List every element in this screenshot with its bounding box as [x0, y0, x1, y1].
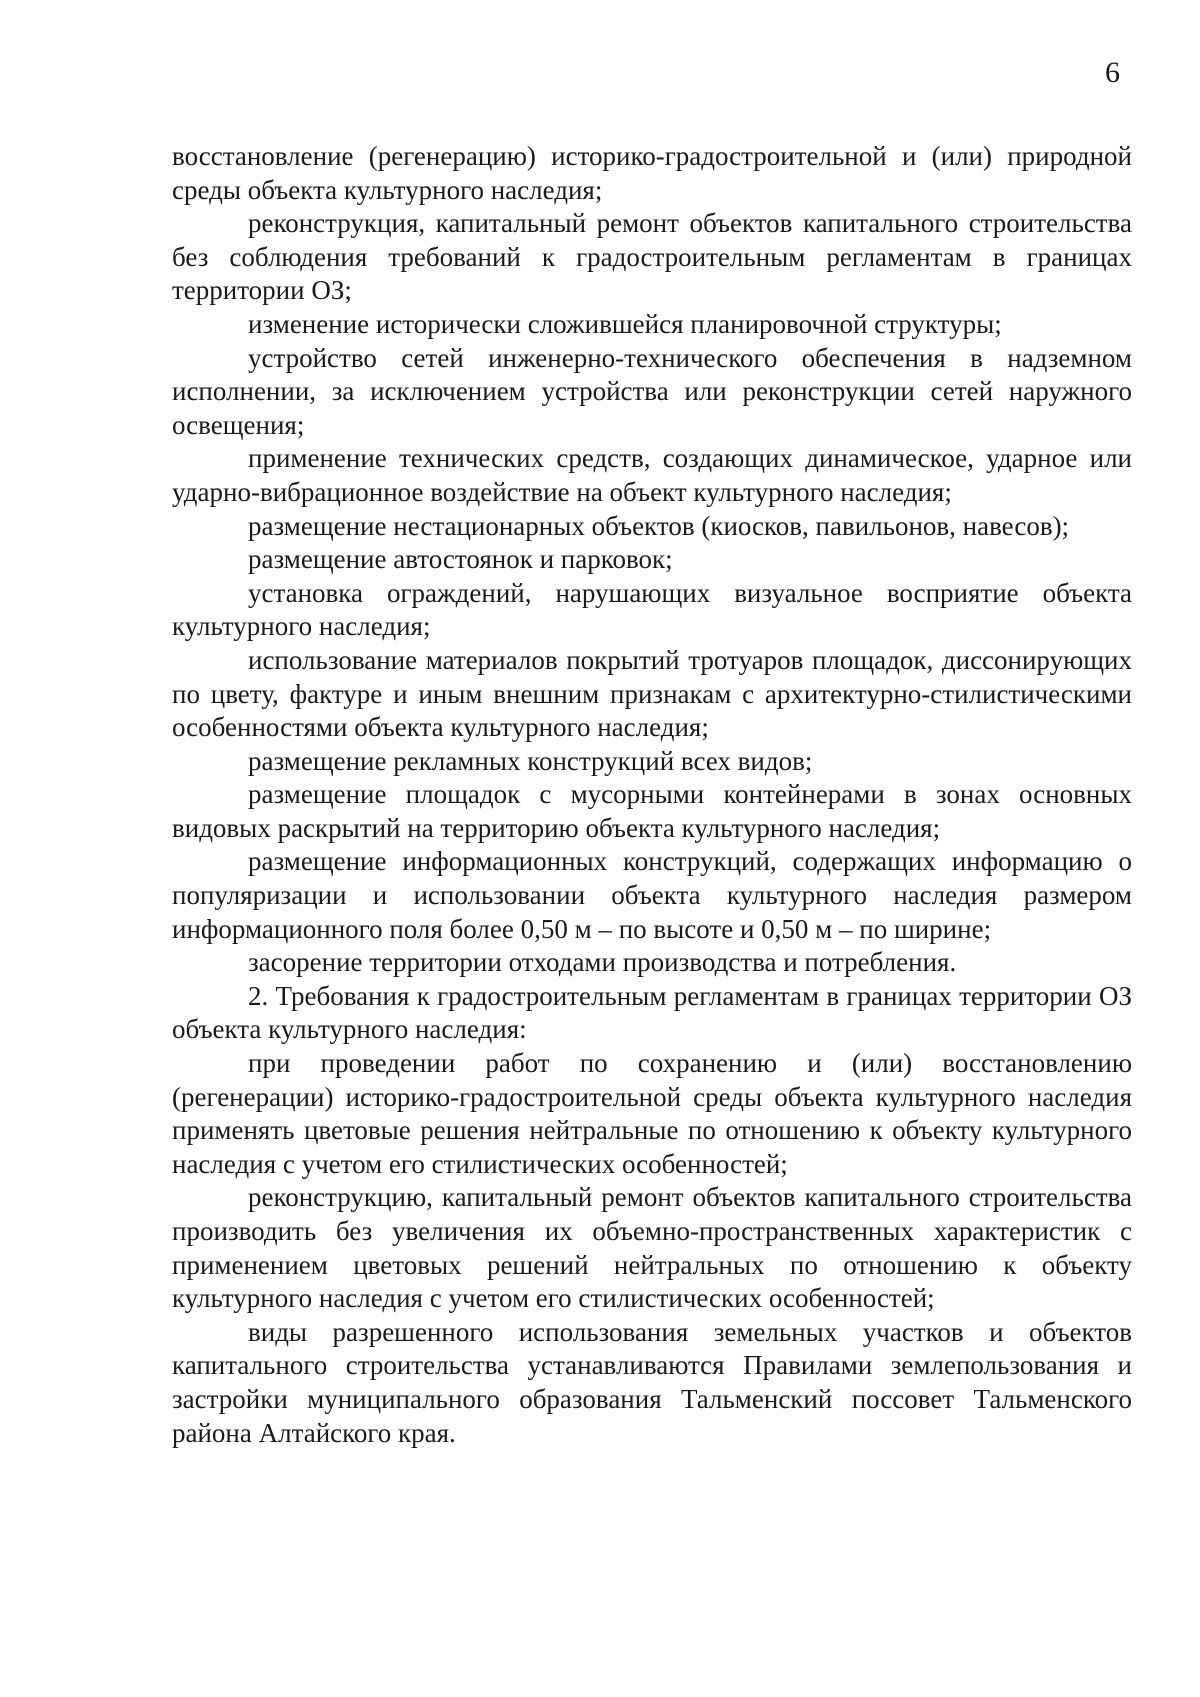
paragraph: размещение нестационарных объектов (киосков, павильонов, навесов);	[248, 510, 1070, 541]
paragraph: применение технических средств, создающих динамическое, ударное или ударно-вибрационное воздействие на объект культурного наследия;	[172, 443, 1132, 507]
document-body	[172, 140, 1132, 1450]
paragraph: реконструкцию, капитальный ремонт объектов капитального строительства производить без увеличения их объемно-пространственных характеристик с применением цветовых решений нейтральных по отношению к объекту культурного наследия с учетом его стилистических особенностей;	[172, 1182, 1132, 1314]
paragraph: использование материалов покрытий тротуаров площадок, диссонирующих по цвету, фактуре и иным внешним признакам с архитектурно-стилистическими особенностями объекта культурного наследия;	[172, 644, 1132, 743]
paragraph: засорение территории отходами производства и потребления.	[248, 947, 957, 978]
paragraph: виды разрешенного использования земельных участков и объектов капитального строительства устанавливаются Правилами землепользования и застройки муниципального образования Тальменский поссовет Тальменского района Алтайского края.	[172, 1316, 1132, 1448]
paragraph: размещение рекламных конструкций всех видов;	[248, 745, 813, 776]
paragraph: при проведении работ по сохранению и (или) восстановлению (регенерации) историко-градостроительной среды объекта культурного наследия применять цветовые решения нейтральные по отношению к объекту культурного наследия с учетом его стилистических особенностей;	[172, 1048, 1132, 1179]
page-number: 6	[1105, 56, 1120, 89]
paragraph: размещение площадок с мусорными контейнерами в зонах основных видовых раскрытий на территорию объекта культурного наследия;	[172, 779, 1132, 843]
paragraph: устройство сетей инженерно-технического обеспечения в надземном исполнении, за исключением устройства или реконструкции сетей наружного освещения;	[172, 342, 1132, 440]
paragraph-continuation: восстановление (регенерацию) историко-градостроительной и (или) природной среды объекта культурного наследия;	[172, 141, 1132, 205]
paragraph: изменение исторически сложившейся планировочной структуры;	[248, 308, 1002, 339]
paragraph: размещение информационных конструкций, содержащих информацию о популяризации и использовании объекта культурного наследия размером информационного поля более 0,50 м – по высоте и 0,50 м – по ширине;	[172, 846, 1132, 944]
paragraph: размещение автостоянок и парковок;	[248, 544, 673, 575]
paragraph: реконструкция, капитальный ремонт объектов капитального строительства без соблюдения требований к градостроительным регламентам в границах территории ОЗ;	[172, 208, 1132, 306]
section-heading-paragraph: 2. Требования к градостроительным регламентам в границах территории ОЗ объекта культурного наследия:	[172, 980, 1132, 1045]
paragraph: установка ограждений, нарушающих визуальное восприятие объекта культурного наследия;	[172, 577, 1132, 642]
